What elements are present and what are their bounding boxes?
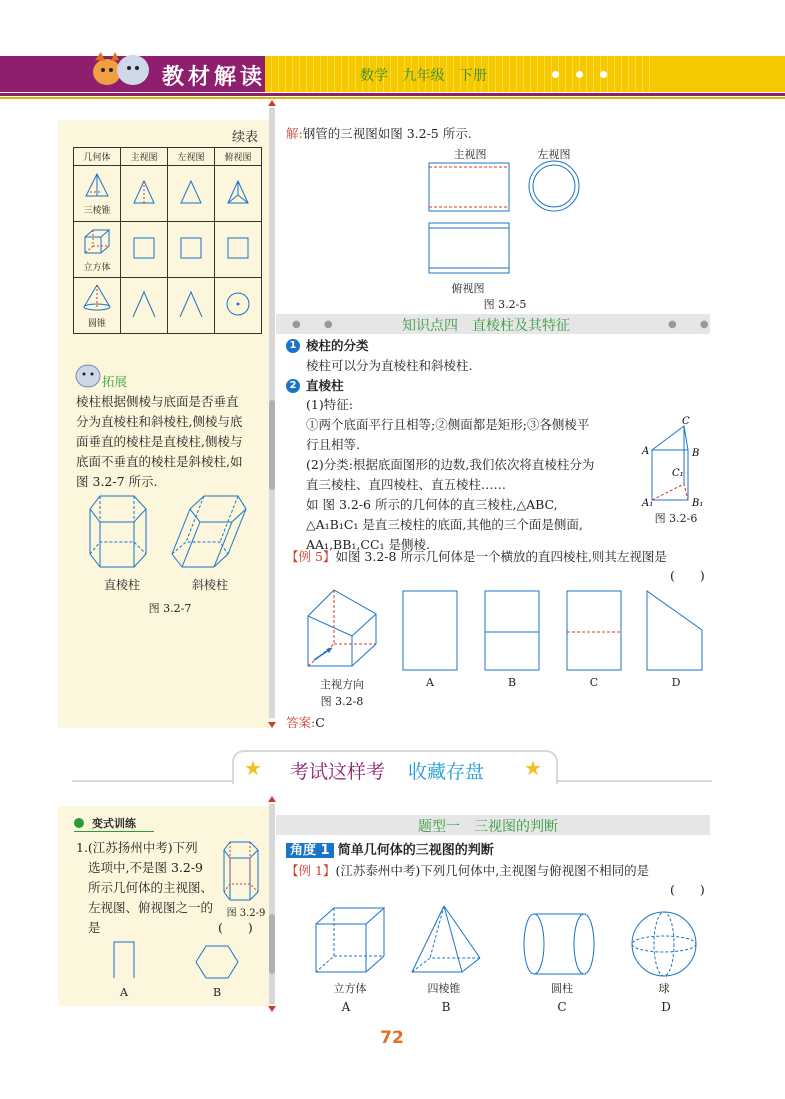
header-subject: 数学: [360, 68, 388, 84]
shape-label: 立方体: [333, 982, 367, 995]
leaf-icon: [74, 818, 84, 828]
text-line: (2)分类:根据底面图形的边数,我们依次将直棱柱分为: [306, 457, 595, 472]
item-title: 棱柱的分类: [306, 338, 369, 353]
shape-name: 圆锥: [87, 318, 106, 329]
right-prism-label: 直棱柱: [103, 578, 140, 592]
practice-title: 变式训练: [92, 817, 136, 830]
banner-text-1: 考试这样考: [290, 761, 386, 783]
table-cell-view: [168, 278, 215, 334]
expand-title: 拓展: [102, 374, 128, 389]
table-cell-shape: [74, 166, 121, 222]
solution-text: 钢管的三视图如图 3.2-5 所示.: [302, 126, 472, 141]
top-view-label: 俯视图: [451, 282, 485, 295]
cube-figure[interactable]: [314, 906, 386, 974]
practice-underline: [74, 831, 154, 832]
answer-line: [286, 713, 325, 733]
vertex-label: C₁: [672, 468, 684, 479]
scrollbar-thumb[interactable]: [269, 400, 275, 490]
pipe-left-view: [528, 160, 582, 214]
table-cell-shape: [74, 278, 121, 334]
header-title: 教材解读: [162, 65, 267, 90]
vertex-label: B₁: [692, 498, 704, 509]
item-number-badge: 1: [286, 339, 300, 353]
question-line: 所示几何体的主视图、: [88, 880, 214, 895]
header-dot-icon: [576, 71, 583, 78]
table-cell-view: [215, 278, 262, 334]
option-label: B: [507, 676, 517, 689]
header-grade: 九年级: [402, 68, 445, 84]
square-pyramid-figure[interactable]: [410, 904, 482, 976]
header-divider-yellow: [0, 97, 785, 99]
answer-paren: ( ): [218, 920, 253, 935]
table-cell-view: [215, 222, 262, 278]
item-number-badge: 2: [286, 379, 300, 393]
header-divider: [0, 93, 785, 96]
square-view-icon: [178, 235, 204, 261]
question-type-title: 题型一 三视图的判断: [418, 819, 558, 835]
example-tag: 【例 1】: [286, 863, 336, 878]
scroll-up-icon[interactable]: [268, 100, 276, 106]
banner-text-2: 收藏存盘: [408, 761, 485, 783]
practice-option-b-figure[interactable]: [194, 944, 240, 982]
question-line: 是: [88, 920, 101, 935]
bar-dots: ● ●: [292, 319, 343, 330]
left-view-label: 左视图: [537, 148, 571, 161]
answer-paren: ( ): [670, 882, 705, 897]
figure-caption: 图 3.2-8: [320, 695, 364, 708]
scroll-up-icon[interactable]: [268, 796, 276, 802]
angle-heading: [286, 839, 494, 858]
header-dot-icon: [552, 71, 559, 78]
option-label: B: [441, 1000, 451, 1014]
item-text: 棱柱可以分为直棱柱和斜棱柱.: [306, 358, 473, 373]
table-cell-view: [121, 278, 168, 334]
table-cell-view: [168, 222, 215, 278]
pyramid-icon: [82, 172, 112, 200]
table-row: [74, 278, 262, 334]
solution-label: 解:: [286, 126, 303, 141]
oblique-prism-label: 斜棱柱: [191, 578, 228, 592]
angle-title: 简单几何体的三视图的判断: [337, 843, 494, 858]
practice-option-a-figure[interactable]: [110, 940, 138, 980]
example-5-line: [286, 547, 667, 567]
expand-line: 底面不垂直的棱柱是斜棱柱,如: [76, 454, 243, 469]
left-view-icon: [176, 177, 206, 207]
header-volume: 下册: [458, 68, 487, 84]
expand-line: 图 3.2-7 所示.: [76, 474, 158, 489]
option-label: D: [661, 1000, 671, 1014]
header-subject-line: [360, 65, 487, 85]
shape-name: 立方体: [83, 262, 111, 273]
table-cell-view: [168, 166, 215, 222]
table-cell-view: [121, 166, 168, 222]
figure-caption: 图 3.2-6: [654, 512, 698, 525]
cylinder-figure[interactable]: [522, 912, 598, 976]
table-cell-view: [121, 222, 168, 278]
scrollbar-track[interactable]: [269, 804, 275, 1004]
practice-question: [76, 838, 226, 938]
expand-text: [76, 392, 266, 492]
text-line: ①两个底面平行且相等;②侧面都是矩形;③各侧棱平: [306, 417, 590, 432]
example-text: (江苏泰州中考)下列几何体中,主视图与俯视图不相同的是: [335, 863, 650, 878]
table-cell-shape: [74, 222, 121, 278]
oblique-prism-figure: [170, 494, 250, 574]
text-line: 直三棱柱、直四棱柱、直五棱柱……: [306, 477, 507, 492]
text-line: (1)特征:: [306, 397, 353, 412]
square-view-icon: [225, 235, 251, 261]
text-line: AA₁,BB₁,CC₁ 是侧棱.: [306, 537, 430, 552]
pipe-front-view: [428, 162, 512, 214]
answer-value: C: [315, 715, 325, 730]
option-d-figure[interactable]: [646, 590, 706, 672]
expand-line: 分为直棱柱和斜棱柱,侧棱与底: [76, 414, 243, 429]
scroll-down-icon[interactable]: [268, 1006, 276, 1012]
star-icon: ★: [524, 756, 542, 780]
sphere-figure[interactable]: [630, 910, 698, 978]
question-line: 1.(江苏扬州中考)下列: [76, 840, 198, 855]
cone-front-icon: [129, 289, 159, 319]
figure-caption: 图 3.2-7: [148, 602, 192, 615]
vertex-label: A: [642, 446, 650, 457]
cone-left-icon: [176, 289, 206, 319]
scrollbar-thumb[interactable]: [269, 914, 275, 974]
horizontal-prism-figure: [304, 586, 380, 670]
front-view-label: 主视图: [453, 148, 487, 161]
vertex-label: B: [692, 448, 700, 459]
text-line: △A₁B₁C₁ 是直三棱柱的底面,其他的三个面是侧面,: [306, 517, 583, 532]
example-tag: 【例 5】: [286, 549, 336, 564]
bar-dots: ● ●: [668, 319, 719, 330]
example-1-line: [286, 861, 649, 881]
cone-top-icon: [223, 289, 253, 319]
scroll-down-icon[interactable]: [268, 722, 276, 728]
hexagonal-prism-figure: [222, 838, 262, 908]
example-text: 如图 3.2-8 所示几何体是一个横放的直四棱柱,则其左视图是: [335, 549, 667, 564]
square-view-icon: [131, 235, 157, 261]
page-number: 72: [380, 1028, 404, 1048]
table-caption: 续表: [232, 130, 259, 145]
cube-icon: [81, 227, 113, 257]
figure-caption: 图 3.2-5: [483, 298, 527, 311]
option-label: B: [212, 986, 222, 999]
table-row: [74, 222, 262, 278]
pipe-top-view: [428, 222, 512, 276]
header-banner-dots: [655, 56, 785, 92]
vertex-label: C: [682, 416, 690, 427]
expand-mascot-icon: [74, 362, 102, 388]
expand-line: 面垂直的棱柱是直棱柱,侧棱与: [76, 434, 243, 449]
table-header: 主视图: [121, 148, 168, 166]
table-header: 俯视图: [215, 148, 262, 166]
option-c-figure[interactable]: [566, 590, 622, 672]
question-line: 选项中,不是图 3.2-9: [88, 860, 204, 875]
angle-tag: 角度 1: [286, 843, 334, 858]
knowledge-point-title: 知识点四 直棱柱及其特征: [402, 318, 570, 334]
shape-label: 球: [658, 982, 670, 995]
option-label: C: [557, 1000, 567, 1014]
top-view-icon: [223, 177, 253, 207]
expand-line: 棱柱根据侧棱与底面是否垂直: [76, 394, 239, 409]
vertex-label: A₁: [642, 498, 654, 509]
exam-banner: [232, 750, 558, 784]
text-line: 行且相等.: [306, 437, 360, 452]
cone-icon: [81, 283, 113, 313]
option-label: C: [589, 676, 599, 689]
text-line: 如 图 3.2-6 所示的几何体的直三棱柱,△ABC,: [306, 497, 558, 512]
item-title: 直棱柱: [306, 378, 344, 393]
answer-label: 答案:: [286, 715, 316, 730]
shape-name: 三棱锥: [83, 205, 111, 216]
table-row: [74, 166, 262, 222]
option-label: A: [120, 986, 128, 999]
mascot-icon: [85, 46, 155, 92]
option-b-figure[interactable]: [484, 590, 540, 672]
figure-caption: 图 3.2-9: [226, 908, 266, 919]
option-label: A: [341, 1000, 351, 1014]
view-direction-label: 主视方向: [320, 678, 364, 691]
right-prism-figure: [88, 494, 158, 574]
answer-paren: ( ): [670, 568, 705, 583]
question-line: 左视图、俯视图之一的: [88, 900, 214, 915]
table-header: 几何体: [74, 148, 121, 166]
shape-label: 四棱锥: [427, 982, 461, 995]
shape-label: 圆柱: [551, 982, 573, 995]
table-cell-view: [215, 166, 262, 222]
option-label: D: [671, 676, 681, 689]
solution-line: [286, 124, 472, 144]
views-table: [73, 147, 262, 334]
star-icon: ★: [244, 756, 262, 780]
table-header: 左视图: [168, 148, 215, 166]
header-dot-icon: [600, 71, 607, 78]
prism-features-text: [306, 395, 646, 555]
option-label: A: [426, 676, 434, 689]
front-view-icon: [129, 177, 159, 207]
triangular-prism-figure: [640, 414, 712, 514]
option-a-figure[interactable]: [402, 590, 458, 672]
